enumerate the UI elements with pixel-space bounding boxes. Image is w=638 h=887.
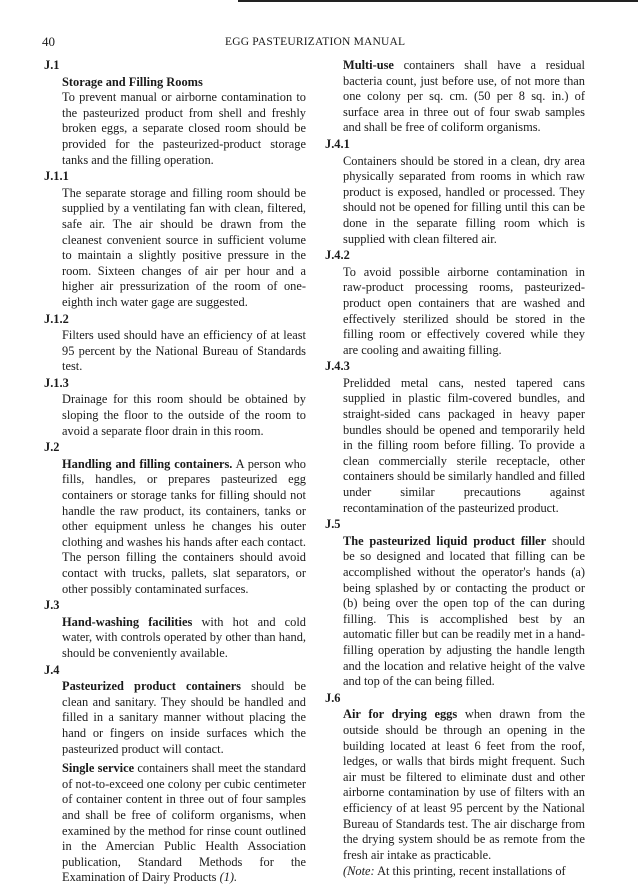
text-j3: with hot and cold water, with controls operated by other than hand, should be conveniently available. xyxy=(62,614,307,660)
paragraph-j2 xyxy=(44,457,306,597)
lead-j3: Hand-washing facilities xyxy=(62,614,193,629)
paragraph-j43 xyxy=(325,376,585,516)
section-number-j1: J.1 xyxy=(44,58,60,72)
text-note: At this printing, recent installations of xyxy=(374,864,566,879)
section-number-j11: J.1.1 xyxy=(44,169,69,184)
section-number-j4: J.4 xyxy=(44,662,60,677)
right-column xyxy=(325,58,585,881)
text-j6: when drawn from the outside should be through an opening in the building located at least 6 feet from the roof, ledges, or walls that birds might frequent. Such air must be filtered to eliminate dust and other airborne contamination by use of filters with an efficiency of at least 95 percent by the National Bureau of Standards test. The air discharge from the drying system should be as remote from the fresh air intake as practicable. xyxy=(343,707,585,862)
lead-j4: Pasteurized product containers xyxy=(62,679,242,694)
text-single-service: containers shall meet the standard of not-to-exceed one colony per cubic centimeter of container content in three out of four samples and shall be free of coliform organisms, when examined by the method for rinse count outlined in the Amercian Public Health Association publication, Standard Methods for the Examination of Dairy Products xyxy=(62,761,306,885)
section-number-j41: J.4.1 xyxy=(325,136,350,151)
text-j5: should be so designed and located that filling can be accomplished without the operator's hands (a) being splashed by or contacting the product or (b) being over the open top of the can during filling. This is accomplished best by an automatic filler but can be readily met in a hand-filling operation by adjusting the handle length and the location and relative height of the valve and top of the can being filled. xyxy=(343,533,585,689)
section-number-j2: J.2 xyxy=(44,440,60,455)
paragraph-j13 xyxy=(44,392,306,439)
paragraph-j41 xyxy=(325,154,585,248)
text-multi-use: containers shall have a residual bacteria count, just before use, of not more than one colony per sq. cm. (50 per 8 sq. in.) of surface area in three out of four swab samples and shall be free of coliform organisms. xyxy=(343,58,585,135)
text-j41: Containers should be stored in a clean, dry area physically separated from rooms in which raw product is exposed, handled or processed. They should not be opened for filling until this can be done in the separate filling room which is supplied with clean filtered air. xyxy=(343,153,585,246)
paragraph-j4 xyxy=(44,679,306,757)
text-j11: The separate storage and filling room should be supplied by a ventilating fan with clean, filtered, safe air. The air should be drawn from the cleanest convenient source in sufficient volume to maintain a slightly positive pressure in the room. Sixteen changes of air per hour and a higher air pressurization of the room of one-eighth inch water gage are suggested. xyxy=(62,185,306,309)
top-rule xyxy=(238,0,638,2)
paragraph-j12 xyxy=(44,328,306,375)
paragraph-j11 xyxy=(44,186,306,311)
section-number-j12: J.1.2 xyxy=(44,311,69,326)
section-number-j5: J.5 xyxy=(325,517,341,532)
paragraph-note xyxy=(325,864,585,880)
left-column xyxy=(44,58,306,887)
section-title-j1: Storage and Filling Rooms xyxy=(62,74,203,89)
text-j42: To avoid possible airborne contamination in raw-product processing rooms, pasteurized-product open containers that are washed and effectively sterilized should be stored in the filling room or effectively covered while they are cooling and awaiting filling. xyxy=(343,264,585,357)
lead-j6: Air for drying eggs xyxy=(343,707,458,722)
text-j12: Filters used should have an efficiency of at least 95 percent by the National Bureau of Standards test. xyxy=(62,328,306,374)
text-j2: A person who fills, handles, or prepares pasteurized egg containers or storage tanks for filling should not handle the raw product, its containers, tanks or other equipment unless he changes his outer clothing and washes his hands after each contact. The person filling the containers should avoid contact with trucks, pallets, slat separators, or other possibly contaminated surfaces. xyxy=(62,456,306,596)
paragraph-j3 xyxy=(44,615,306,662)
lead-j5: The pasteurized liquid product filler xyxy=(343,533,547,548)
section-number-j3: J.3 xyxy=(44,598,60,613)
text-j13: Drainage for this room should be obtained by sloping the floor to the outside of the room to avoid a separate floor drain in this room. xyxy=(62,392,306,438)
lead-multi-use: Multi-use xyxy=(343,58,394,72)
paragraph-multi-use xyxy=(325,58,585,136)
running-head: EGG PASTEURIZATION MANUAL xyxy=(225,36,406,48)
text-j1: To prevent manual or airborne contamination to the pasteurized product from shell and freshly broken eggs, a separate closed room should be provided for the pasteurized-product storage tanks and the filling operation. xyxy=(62,90,306,167)
section-number-j6: J.6 xyxy=(325,690,341,705)
text-j43: Prelidded metal cans, nested tapered cans supplied in plastic film-covered bundles, and straight-sided cans packaged in heavy paper bundles should be opened and temporarily held in the filling room before filling. To provide a clean commercially sterile receptacle, other containers should be similarly handled and filled under similar precautions against recontamination of the pasteurized product. xyxy=(343,375,585,515)
text-j4: should be clean and sanitary. They should be handled and filled in a sanitary manner without placing the hand or fingers on inside surfaces which the pasteurized product will contact. xyxy=(62,679,306,756)
section-number-j42: J.4.2 xyxy=(325,248,350,263)
lead-single-service: Single service xyxy=(62,761,135,776)
lead-j2: Handling and filling containers. xyxy=(62,456,233,471)
section-number-j43: J.4.3 xyxy=(325,359,350,374)
paragraph-j1 xyxy=(44,75,306,169)
paragraph-single-service xyxy=(44,761,306,886)
paragraph-j42 xyxy=(325,265,585,359)
reference-single-service: (1). xyxy=(219,870,238,885)
paragraph-j5 xyxy=(325,534,585,690)
lead-note: (Note: xyxy=(343,864,375,879)
section-number-j13: J.1.3 xyxy=(44,375,69,390)
paragraph-j6 xyxy=(325,707,585,863)
page-number: 40 xyxy=(42,34,55,49)
